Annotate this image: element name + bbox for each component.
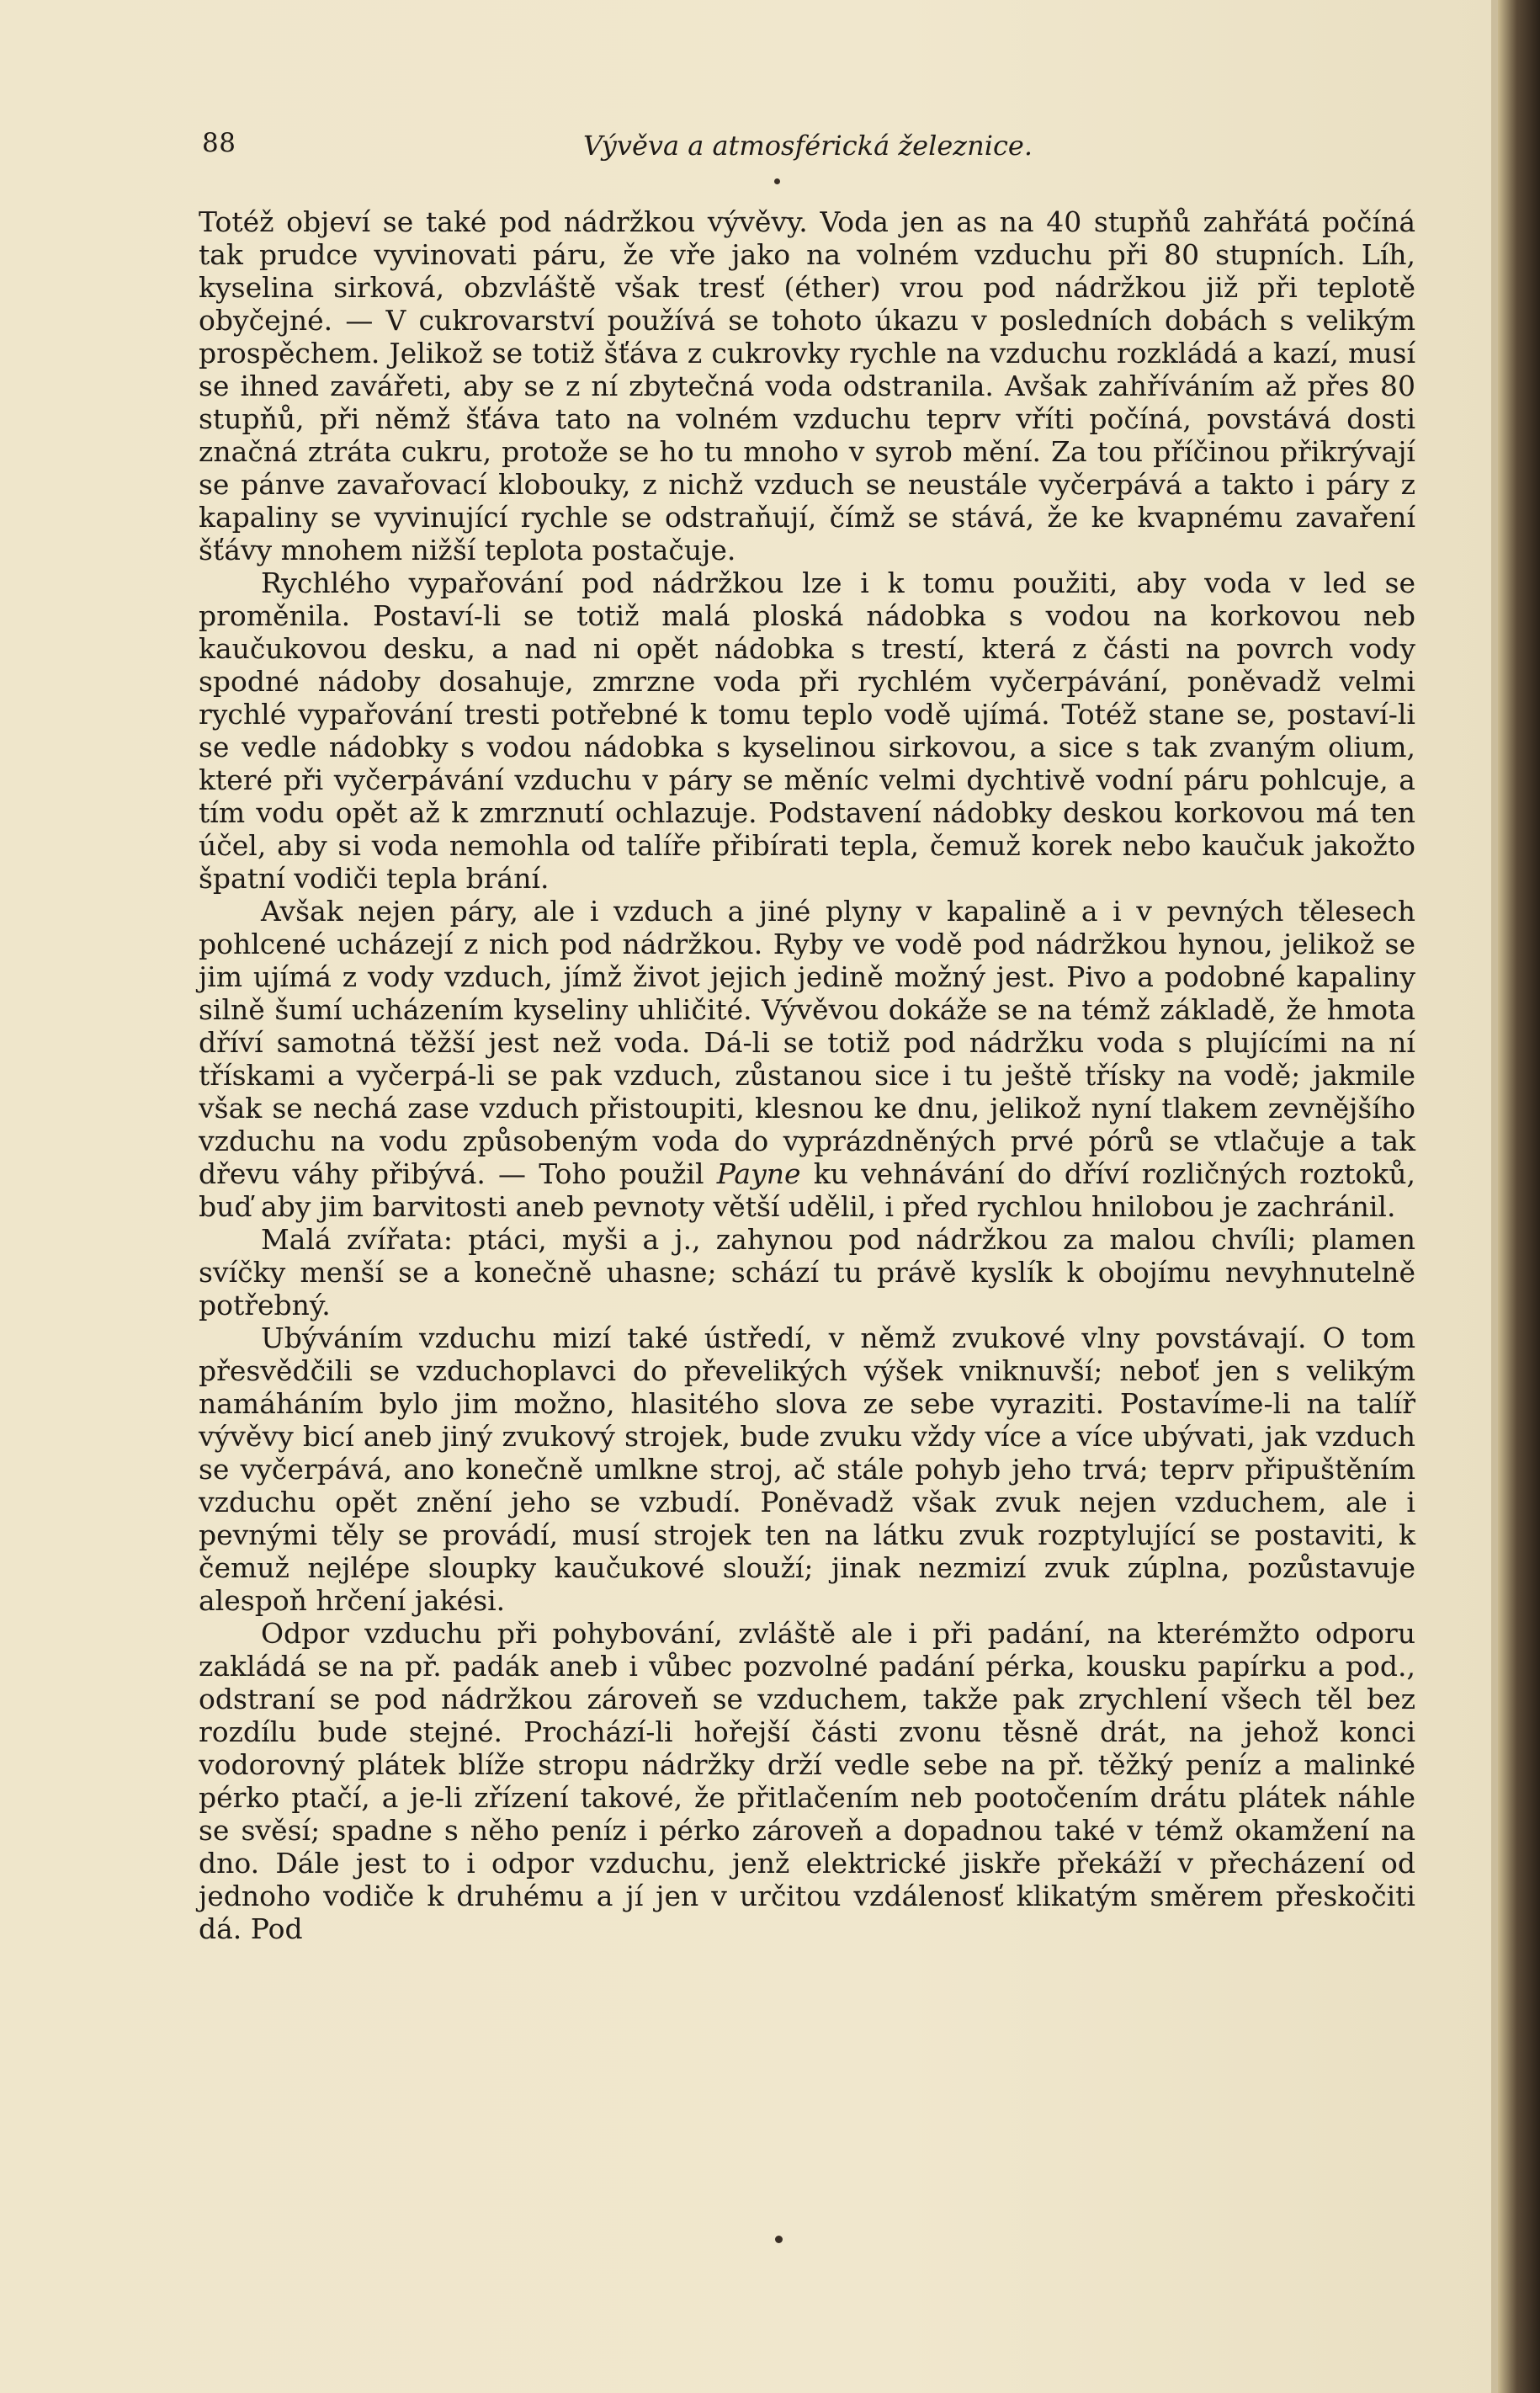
book-binding-gutter <box>1498 0 1540 2393</box>
paragraph-1: Totéž objeví se také pod nádržkou vývěvy. Voda jen as na 40 stupňů zahřátá počíná tak prudce vyvinovati páru, že vře jako na volném vzduchu při 80 stupních. Líh, kyselina sirková, obzvláště však tresť (éther) vrou pod nádržkou již při teplotě obyčejné. — V cukrovarství používá se tohoto úkazu v posledních dobách s velikým prospěchem. Jelikož se totiž šťáva z cukrovky rychle na vzduchu rozkládá a kazí, musí se ihned zavářeti, aby se z ní zbytečná voda odstranila. Avšak zahříváním až přes 80 stupňů, při němž šťáva tato na volném vzduchu teprv vříti počíná, povstává dosti značná ztráta cukru, protože se ho tu mnoho v syrob mění. Za tou příčinou přikrývají se pánve zavařovací klobouky, z nichž vzduch se neustále vyčerpává a takto i páry z kapaliny se vyvinující rychle se odstraňují, čímž se stává, že ke kvapnému zavaření šťávy mnohem nižší teplota postačuje. <box>199 205 1415 566</box>
paragraph-3 <box>199 895 1415 1223</box>
italic-name-payne: Payne <box>716 1157 801 1190</box>
body-text <box>199 205 1415 1945</box>
paragraph-6: Odpor vzduchu při pohybování, zvláště ale i při padání, na kterémžto odporu zakládá se na př. padák aneb i vůbec pozvolné padání pérka, kousku papírku a pod., odstraní se pod nádržkou zároveň se vzduchem, takže pak zrychlení všech těl bez rozdílu bude stejné. Prochází-li hořejší části zvonu těsně drát, na jehož konci vodorovný plátek blíže stropu nádržky drží vedle sebe na př. těžký peníz a malinké pérko ptačí, a je-li zřízení takové, že přitlačením neb pootočením drátu plátek náhle se svěsí; spadne s něho peníz i pérko zároveň a dopadnou také v témž okamžení na dno. Dále jest to i odpor vzduchu, jenž elektrické jiskře překáží v přecházení od jednoho vodiče k druhému a jí jen v určitou vzdálenosť klikatým směrem přeskočiti dá. Pod <box>199 1617 1415 1945</box>
page-number: 88 <box>202 128 236 158</box>
page-header <box>202 128 1414 170</box>
paragraph-3-text-after: ku vehnávání do dříví rozličných roztoků, buď aby jim barvitosti aneb pevnoty větší udělil, i před rychlou hnilobou je zachránil. <box>199 1157 1415 1223</box>
ink-dot-bottom <box>775 2236 783 2243</box>
running-title: Vývěva a atmosférická železnice. <box>582 130 1033 162</box>
paragraph-2: Rychlého vypařování pod nádržkou lze i k tomu použiti, aby voda v led se proměnila. Postaví-li se totiž malá ploská nádobka s vodou na korkovou neb kaučukovou desku, a nad ni opět nádobka s trestí, která z části na povrch vody spodné nádoby dosahuje, zmrzne voda při rychlém vyčerpávání, poněvadž velmi rychlé vypařování tresti potřebné k tomu teplo vodě ujímá. Totéž stane se, postaví-li se vedle nádobky s vodou nádobka s kyselinou sirkovou, a sice s tak zvaným olium, které při vyčerpávání vzduchu v páry se měníc velmi dychtivě vodní páru pohlcuje, a tím vodu opět až k zmrznutí ochlazuje. Podstavení nádobky deskou korkovou má ten účel, aby si voda nemohla od talíře přibírati tepla, čemuž korek nebo kaučuk jakožto špatní vodiči tepla brání. <box>199 566 1415 895</box>
paragraph-5: Ubýváním vzduchu mizí také ústředí, v němž zvukové vlny povstávají. O tom přesvědčili se vzduchoplavci do převelikých výšek vniknuvší; neboť jen s velikým namáháním bylo jim možno, hlasitého slova ze sebe vyraziti. Postavíme-li na talíř vývěvy bicí aneb jiný zvukový strojek, bude zvuku vždy více a více ubývati, jak vzduch se vyčerpává, ano konečně umlkne stroj, ač stále pohyb jeho trvá; teprv připuštěním vzduchu opět znění jeho se vzbudí. Poněvadž však zvuk nejen vzduchem, ale i pevnými těly se provádí, musí strojek ten na látku zvuk rozptylující se postaviti, k čemuž nejlépe sloupky kaučukové slouží; jinak nezmizí zvuk zúplna, pozůstavuje alespoň hrčení jakési. <box>199 1321 1415 1617</box>
paragraph-3-text-before: Avšak nejen páry, ale i vzduch a jiné plyny v kapalině a i v pevných tělesech pohlcené ucházejí z nich pod nádržkou. Ryby ve vodě pod nádržkou hynou, jelikož se jim ujímá z vody vzduch, jímž život jejich jedině možný jest. Pivo a podobné kapaliny silně šumí ucházením kyseliny uhličité. Vývěvou dokáže se na témž základě, že hmota dříví samotná těžší jest než voda. Dá-li se totiž pod nádržku voda s plujícími na ní třískami a vyčerpá-li se pak vzduch, zůstanou sice i tu ještě třísky na vodě; jakmile však se nechá zase vzduch přistoupiti, klesnou ke dnu, jelikož nyní tlakem zevnějšího vzduchu na vodu způsobeným voda do vyprázdněných prvé pórů se vtlačuje a tak dřevu váhy přibývá. — Toho použil <box>199 895 1415 1190</box>
paragraph-4: Malá zvířata: ptáci, myši a j., zahynou pod nádržkou za malou chvíli; plamen svíčky menší se a konečně uhasne; schází tu právě kyslík k obojímu nevyhnutelně potřebný. <box>199 1223 1415 1321</box>
ink-dot-top <box>774 178 780 184</box>
